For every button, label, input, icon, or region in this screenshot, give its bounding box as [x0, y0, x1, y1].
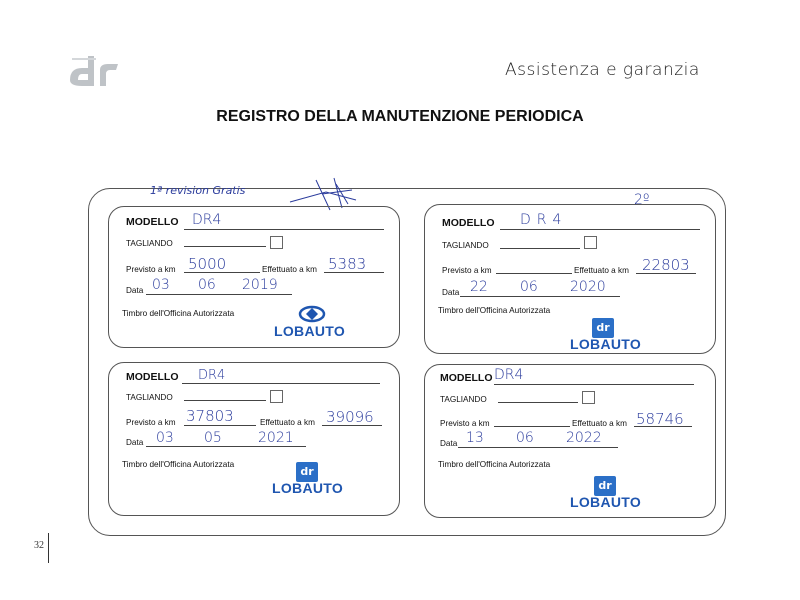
- lobauto-logo: LOBAUTO: [570, 336, 642, 352]
- modello-value: DR4: [520, 212, 568, 228]
- data-day: 03: [152, 277, 170, 293]
- lobauto-logo: LOBAUTO: [272, 480, 344, 496]
- tagliando-checkbox[interactable]: [582, 391, 595, 404]
- modello-label: MODELLO: [126, 371, 179, 383]
- effettuato-value: 58746: [636, 410, 684, 428]
- modello-value: DR4: [192, 212, 222, 228]
- page-number: 32: [34, 540, 44, 551]
- effettuato-label: Effettuato a km: [574, 266, 629, 275]
- effettuato-label: Effettuato a km: [260, 418, 315, 427]
- lobauto-logo: LOBAUTO: [570, 494, 642, 510]
- handwritten-note-top-right: 2º: [634, 192, 650, 208]
- timbro-label: Timbro dell'Officina Autorizzata: [438, 460, 551, 469]
- previsto-label: Previsto a km: [442, 266, 492, 275]
- data-label: Data: [126, 438, 144, 447]
- data-year: 2021: [258, 430, 294, 446]
- handwritten-note-top: 1ª revision Gratis: [150, 184, 246, 197]
- previsto-value: 5000: [188, 255, 227, 273]
- data-label: Data: [442, 288, 460, 297]
- tagliando-label: TAGLIANDO: [440, 395, 487, 404]
- tagliando-checkbox[interactable]: [584, 236, 597, 249]
- lobauto-logo: LOBAUTO: [274, 323, 346, 339]
- timbro-label: Timbro dell'Officina Autorizzata: [122, 309, 235, 318]
- tagliando-label: TAGLIANDO: [126, 239, 173, 248]
- previsto-label: Previsto a km: [126, 265, 176, 274]
- effettuato-label: Effettuato a km: [262, 265, 317, 274]
- modello-label: MODELLO: [442, 217, 495, 229]
- timbro-label: Timbro dell'Officina Autorizzata: [438, 306, 551, 315]
- modello-label: MODELLO: [126, 216, 179, 228]
- dr-badge-icon: dr: [592, 318, 614, 338]
- dr-badge-icon: dr: [594, 476, 616, 496]
- tagliando-checkbox[interactable]: [270, 390, 283, 403]
- data-month: 06: [516, 430, 534, 446]
- section-title: Assistenza e garanzia: [505, 60, 700, 80]
- effettuato-label: Effettuato a km: [572, 419, 627, 428]
- modello-value: DR4: [494, 367, 524, 383]
- data-label: Data: [440, 439, 458, 448]
- data-month: 05: [204, 430, 222, 446]
- data-month: 06: [198, 277, 216, 293]
- page-title: REGISTRO DELLA MANUTENZIONE PERIODICA: [216, 108, 584, 125]
- timbro-label: Timbro dell'Officina Autorizzata: [122, 460, 235, 469]
- effettuato-value: 39096: [326, 408, 374, 426]
- effettuato-value: 22803: [642, 256, 690, 274]
- tagliando-label: TAGLIANDO: [442, 241, 489, 250]
- service-card-3: [108, 362, 400, 516]
- previsto-label: Previsto a km: [440, 419, 490, 428]
- modello-value: DR4: [198, 368, 226, 383]
- tagliando-checkbox[interactable]: [270, 236, 283, 249]
- modello-label: MODELLO: [440, 372, 493, 384]
- data-year: 2022: [566, 430, 602, 446]
- tagliando-label: TAGLIANDO: [126, 393, 173, 402]
- page-divider: [48, 533, 49, 563]
- previsto-value: 37803: [186, 407, 234, 425]
- data-label: Data: [126, 286, 144, 295]
- dr-badge-icon: dr: [296, 462, 318, 482]
- data-day: 22: [470, 279, 488, 295]
- dr-logo: [66, 46, 132, 92]
- lobauto-emblem: [298, 304, 326, 324]
- previsto-label: Previsto a km: [126, 418, 176, 427]
- data-day: 13: [466, 430, 484, 446]
- data-year: 2019: [242, 277, 278, 293]
- data-day: 03: [156, 430, 174, 446]
- data-year: 2020: [570, 279, 606, 295]
- data-month: 06: [520, 279, 538, 295]
- effettuato-value: 5383: [328, 255, 367, 273]
